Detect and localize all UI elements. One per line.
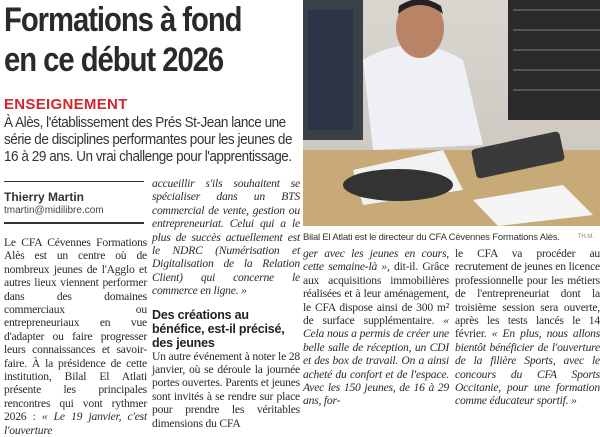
portrait-photo [303,0,600,226]
lead-paragraph: À Alès, l'établissement des Prés St-Jean lance une série de disciplines performantes pour les jeunes de 16 à 29 ans. Un vrai challenge pour l'apprentissage. [4,114,293,165]
quote-text: « Le 19 janvier, c'est l'ouverture [4,410,148,437]
author-name: Thierry Martin [4,190,85,204]
divider [4,222,144,224]
photo-caption: Bilal El Atlati est le directeur du CFA Cévennes Formations Alès. [303,232,560,243]
body-text: le CFA va procéder au recrutement de jeunes en licence professionnelle pour les métiers de l'entrepreneuriat dont la troisième session sera ouverte, après les tests lancés le 14 février. [455,247,600,341]
body-text: Le CFA Cévennes Formations Alès est un centre où de nombreux jeunes de l'Agglo et autres lieux viennent performer dans des domaines commerciaux ou entrepreneuriaux en vue d'adapter ou faire progresser leurs connaissances et savoir-faire. À la présidence de cette institution, Bilal El Atlati présente les principales rencontres qui vont rythmer 2026 : [4,236,147,424]
photo-illustration [303,0,600,226]
body-text: , dit-il. Grâce aux acquisitions immobilières réalisées et à leur aménagement, le CFA dispose ainsi de 300 m² de surface supplémentaire. [303,260,449,328]
photo-credit: TH.M. [577,234,594,240]
headline-line-2: en ce début 2026 [4,41,224,79]
quote-text: « En plus, nous allons bientôt bénéficier de l'ouverture de la filière Sports, avec le concours du CFA Sports Occitanie, pour une formation comme éducateur sportif. » [455,327,600,408]
section-kicker: ENSEIGNEMENT [4,96,128,113]
subheading: Des créations au bénéfice, est-il précisé, des jeunes [152,307,285,350]
quote-text: ger avec les jeunes en cours, cette semaine-là » [303,247,449,274]
headline-line-1: Formations à fond [4,1,242,39]
quote-text: « Cela nous a permis de créer une belle salle de réception, un CDI et des box de travail. On a ainsi acheté du confort et de l'espace. Avec les 150 jeunes, de 16 à 29 ans, for- [303,314,450,408]
column-3 [303,247,449,408]
column-2 [152,177,300,430]
body-text: Un autre événement à noter le 28 janvier, où se déroule la journée portes ouvertes. Parents et jeunes sont invités à se rendre sur place pour prendre les véritables dimensions du CFA [152,349,300,430]
column-4 [455,247,600,408]
headline [4,0,262,80]
divider [4,181,144,182]
quote-text: accueillir s'ils souhaitent se spécialiser dans un BTS commercial de vente, gestion ou entrepreneuriat. Celui qui a le plus de succès actuellement est le NDRC (Numérisation et Digitalisation de la Relation Client) qui concerne le commerce en ligne. » [152,177,300,298]
column-1 [4,236,147,437]
author-email[interactable]: tmartin@midilibre.com [4,205,104,216]
